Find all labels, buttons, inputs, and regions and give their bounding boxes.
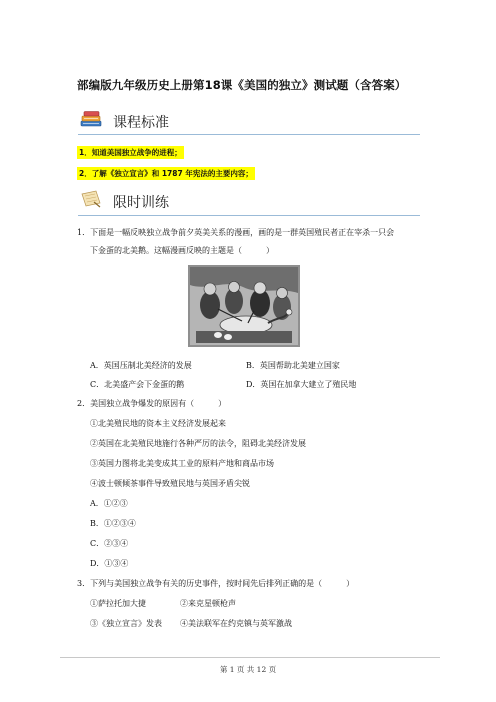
standard-item-2: 2．了解《独立宣言》和 1787 年宪法的主要内容； — [79, 169, 253, 178]
q3-item-2: ②来克星顿枪声 — [180, 599, 236, 608]
q2-item-2: ②英国在北美殖民地施行各种严厉的法令，阻碍北美经济发展 — [90, 439, 306, 448]
section-title-course-standard: 课程标准 — [113, 115, 169, 131]
page-footer: 第 1 页 共 12 页 — [219, 665, 277, 674]
cartoon-image — [188, 265, 300, 347]
q1-option-b: B．英国帮助北美建立国家 — [246, 361, 340, 370]
q2-item-1: ①北美殖民地的资本主义经济发展起来 — [90, 419, 226, 428]
q2-option-d: D．①③④ — [90, 559, 129, 568]
question-1-line-1: 1．下面是一幅反映独立战争前夕英美关系的漫画，画的是一群英国殖民者正在宰杀一只会 — [77, 228, 395, 237]
q3-item-3: ③《独立宣言》发表 — [90, 619, 162, 628]
q1-option-d: D．英国在加拿大建立了殖民地 — [246, 380, 357, 389]
section-divider — [78, 134, 420, 135]
q2-item-3: ③英国力图将北美变成其工业的原料产地和商品市场 — [90, 459, 274, 468]
q2-option-c: C．②③④ — [90, 539, 129, 548]
question-1-line-2: 下金蛋的北美鹅。这幅漫画反映的主题是（ ） — [90, 246, 274, 255]
section-divider — [78, 215, 420, 216]
footer-divider — [60, 657, 440, 658]
books-icon — [80, 110, 102, 128]
q2-item-4: ④波士顿倾茶事件导致殖民地与英国矛盾尖锐 — [90, 479, 250, 488]
q2-option-a: A．①②③ — [90, 499, 128, 508]
question-3-stem: 3．下列与美国独立战争有关的历史事件，按时间先后排列正确的是（ ） — [77, 579, 355, 588]
document-title: 部编版九年级历史上册第18课《美国的独立》测试题（含答案） — [77, 78, 407, 92]
section-title-timed-training: 限时训练 — [113, 195, 169, 211]
paper-icon — [80, 190, 102, 208]
question-2-stem: 2．美国独立战争爆发的原因有（ ） — [77, 399, 227, 408]
q3-item-4: ④美法联军在约克镇与英军激战 — [180, 619, 292, 628]
q2-option-b: B．①②③④ — [90, 519, 136, 528]
standard-item-1: 1．知道美国独立战争的进程； — [79, 148, 182, 157]
q1-option-c: C．北美盛产会下金蛋的鹅 — [90, 380, 185, 389]
q3-item-1: ①萨拉托加大捷 — [90, 599, 146, 608]
q1-option-a: A．英国压制北美经济的发展 — [90, 361, 192, 370]
